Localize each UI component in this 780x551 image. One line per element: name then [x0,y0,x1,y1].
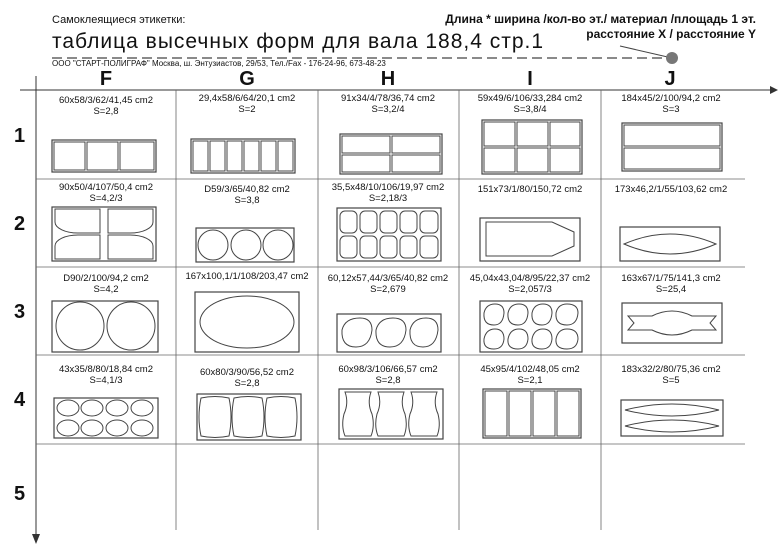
cell-spec: 60,12x57,44/3/65/40,82 cm2 [327,273,449,284]
cell-spec: 60x80/3/90/56,52 cm2 [199,367,294,378]
layout-h4 [339,389,443,439]
column-header-f: F [99,68,113,90]
cell-s: S=4,2/3 [89,193,123,204]
layout-f3 [52,301,158,352]
page-title: таблица высечных форм для вала 188,4 стр.1 [52,30,545,53]
layout-g3 [195,292,299,352]
cell-spec: 183x32/2/80/75,36 cm2 [621,364,721,375]
layout-i4 [483,389,581,438]
column-header-h: H [380,68,396,90]
cell-s: S=2,8 [234,378,260,389]
cell-spec: 35,5x48/10/106/19,97 cm2 [331,182,445,193]
cell-spec: 151x73/1/80/150,72 cm2 [477,184,583,195]
cell-s: S=2 [238,104,256,115]
row-header-3: 3 [14,301,26,323]
cell-spec: 173x46,2/1/55/103,62 cm2 [614,184,728,195]
cell-s: S=2,8 [93,106,119,117]
company-line: ООО "СТАРТ-ПОЛИГРАФ" Москва, ш. Энтузиастов, 29/53, Тел./Fax - 176-24-96, 673-48-23 [52,59,386,68]
layout-j3 [622,303,722,343]
cell-spec: D90/2/100/94,2 cm2 [63,273,149,284]
cell-spec: 184x45/2/100/94,2 cm2 [621,93,721,104]
cell-s: S=25,4 [655,284,687,295]
row-header-2: 2 [14,213,26,235]
cell-s: S=4,2 [93,284,119,295]
cell-spec: 163x67/1/75/141,3 cm2 [621,273,721,284]
row-header-5: 5 [14,483,26,505]
cell-spec: 29,4x58/6/64/20,1 cm2 [198,93,296,104]
column-header-i: I [527,68,533,90]
cell-s: S=3 [662,104,680,115]
cell-spec: 59x49/6/106/33,284 cm2 [477,93,583,104]
cell-spec: 167x100,1/1/108/203,47 cm2 [185,271,309,282]
cell-spec: 91x34/4/78/36,74 cm2 [340,93,435,104]
cell-s: S=2,679 [370,284,406,295]
legend-line-1: Длина * ширина /кол-во эт./ материал /площадь 1 эт. [445,12,756,26]
cell-spec: D59/3/65/40,82 cm2 [204,184,290,195]
layout-h3 [337,314,441,352]
cell-s: S=3,8 [234,195,260,206]
legend-line-2: расстояние X / расстояние Y [586,27,756,41]
cell-spec: 60x58/3/62/41,45 cm2 [58,95,153,106]
cell-s: S=4,1/3 [89,375,123,386]
layout-g2 [196,228,294,262]
cell-s: S=3,2/4 [371,104,405,115]
layout-j1 [622,123,722,171]
layout-i3 [480,301,582,352]
cell-spec: 60x98/3/106/66,57 cm2 [338,364,438,375]
cell-spec: 43x35/8/80/18,84 cm2 [58,364,153,375]
layout-f4 [54,398,158,438]
column-header-j: J [664,68,676,90]
layout-i1 [482,120,582,174]
cell-s: S=2,18/3 [368,193,408,204]
cell-s: S=2,057/3 [508,284,552,295]
cell-s: S=5 [662,375,680,386]
layout-j2 [620,227,720,261]
layout-h2 [337,208,441,261]
row-header-1: 1 [14,125,26,147]
cell-spec: 45,04x43,04/8/95/22,37 cm2 [469,273,591,284]
layout-g1 [191,139,295,173]
layout-j4 [621,400,723,436]
layout-h1 [340,134,442,174]
layout-f2 [52,207,156,261]
layout-f1 [52,140,156,172]
cell-spec: 45x95/4/102/48,05 cm2 [480,364,580,375]
subtitle: Самоклеящиеся этикетки: [52,14,186,26]
layout-i2 [480,218,580,261]
cell-s: S=3,8/4 [513,104,547,115]
layout-g4 [197,394,301,440]
row-header-4: 4 [14,389,26,411]
cell-spec: 90x50/4/107/50,4 cm2 [58,182,153,193]
column-header-g: G [239,68,255,90]
cell-s: S=2,1 [517,375,543,386]
cell-s: S=2,8 [375,375,401,386]
